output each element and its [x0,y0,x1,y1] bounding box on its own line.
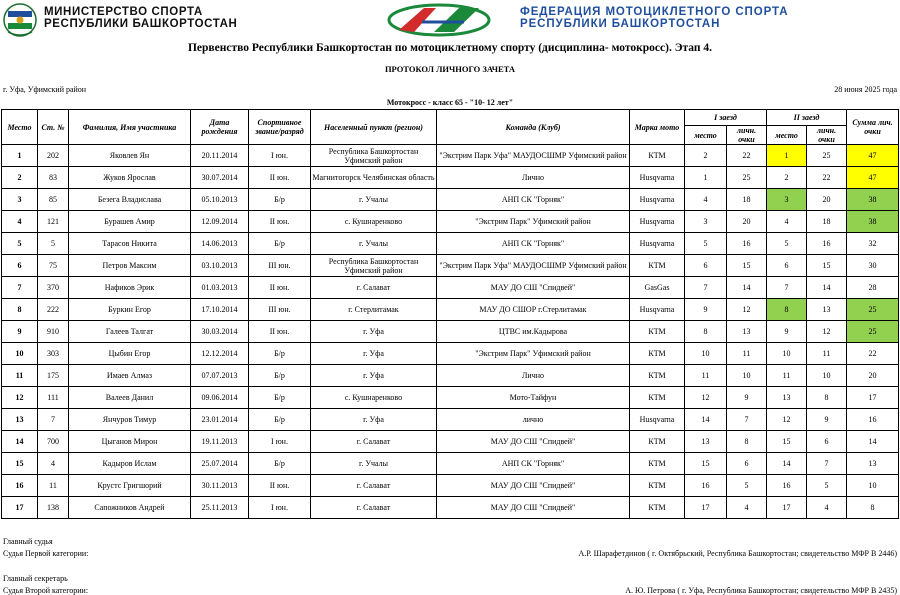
federation-line-2: РЕСПУБЛИКИ БАШКОРТОСТАН [520,18,721,30]
cell-race-2-points: 9 [807,409,847,431]
cell-city: г. Уфа [311,321,437,343]
cell-place: 17 [2,497,38,519]
cell-team: Лично [437,167,630,189]
cell-start-number: 121 [38,211,69,233]
table-row [2,431,899,453]
cell-race-1-points: 13 [727,321,767,343]
cell-race-2-place: 10 [767,343,807,365]
cell-moto: КТМ [630,365,685,387]
cell-place: 16 [2,475,38,497]
cell-birth-date: 05.10.2013 [191,189,249,211]
ministry-line-1: МИНИСТЕРСТВО СПОРТА [44,6,203,18]
cell-race-2-points: 14 [807,277,847,299]
cell-race-2-place: 14 [767,453,807,475]
col-place: Место [2,110,38,145]
cell-place: 7 [2,277,38,299]
cell-race-2-place: 3 [767,189,807,211]
cell-race-1-points: 9 [727,387,767,409]
col-race-1: I заезд [685,110,767,126]
cell-rank: III юн. [249,255,311,277]
cell-race-2-place: 7 [767,277,807,299]
cell-race-1-points: 20 [727,211,767,233]
col-rank: Спортивное звание/разряд [249,110,311,145]
cell-start-number: 910 [38,321,69,343]
cell-start-number: 700 [38,431,69,453]
cell-moto: КТМ [630,343,685,365]
cell-city: г. Уфа [311,409,437,431]
cell-rank: Б/р [249,453,311,475]
cell-place: 15 [2,453,38,475]
cell-race-2-points: 7 [807,453,847,475]
cell-moto: КТМ [630,145,685,167]
cell-city: г. Уфа [311,365,437,387]
cell-race-2-points: 6 [807,431,847,453]
cell-total: 20 [847,365,899,387]
cell-moto: КТМ [630,475,685,497]
cell-total: 28 [847,277,899,299]
cell-city: г. Уфа [311,343,437,365]
cell-race-2-points: 12 [807,321,847,343]
cell-rank: Б/р [249,387,311,409]
cell-team: "Экстрим Парк Уфа" МАУДОСШМР Уфимский район [437,145,630,167]
cell-place: 6 [2,255,38,277]
results-table [1,109,899,519]
cell-total: 32 [847,233,899,255]
table-row [2,167,899,189]
cell-team: Мото-Тайфун [437,387,630,409]
federation-name [520,6,788,30]
cell-name: Сапожников Андрей [69,497,191,519]
cell-start-number: 138 [38,497,69,519]
table-row [2,343,899,365]
cell-city: Магнитогорск Челябинская область [311,167,437,189]
cell-place: 5 [2,233,38,255]
cell-city: Республика Башкортостан Уфимский район [311,255,437,277]
cell-team: МАУ ДО СШ "Спидвей" [437,497,630,519]
col-total: Сумма лич. очки [847,110,899,145]
col-birth-date: Дата рождения [191,110,249,145]
cell-name: Жуков Ярослав [69,167,191,189]
judge-category: Судья Первой категории: [3,549,89,558]
cell-rank: II юн. [249,211,311,233]
col-name: Фамилия, Имя участника [69,110,191,145]
cell-start-number: 175 [38,365,69,387]
cell-race-1-place: 15 [685,453,727,475]
cell-race-2-place: 9 [767,321,807,343]
cell-birth-date: 17.10.2014 [191,299,249,321]
col-race-2: II заезд [767,110,847,126]
cell-race-1-place: 6 [685,255,727,277]
cell-name: Имаев Алмаз [69,365,191,387]
cell-name: Яковлев Ян [69,145,191,167]
cell-total: 8 [847,497,899,519]
cell-team: "Экстрим Парк" Уфимский район [437,211,630,233]
col-city: Населенный пункт (регион) [311,110,437,145]
cell-race-1-place: 5 [685,233,727,255]
cell-team: АНП СК "Горняк" [437,189,630,211]
cell-race-1-place: 4 [685,189,727,211]
cell-birth-date: 01.03.2013 [191,277,249,299]
cell-place: 1 [2,145,38,167]
cell-race-2-place: 6 [767,255,807,277]
cell-race-2-points: 11 [807,343,847,365]
cell-start-number: 83 [38,167,69,189]
table-row [2,387,899,409]
cell-name: Бурашев Амир [69,211,191,233]
cell-city: г. Учалы [311,189,437,211]
cell-place: 3 [2,189,38,211]
cell-rank: Б/р [249,343,311,365]
event-date: 28 июня 2025 года [834,85,897,94]
cell-race-1-place: 2 [685,145,727,167]
cell-start-number: 202 [38,145,69,167]
cell-place: 9 [2,321,38,343]
cell-moto: КТМ [630,497,685,519]
cell-rank: I юн. [249,431,311,453]
cell-place: 10 [2,343,38,365]
cell-city: с. Кушнаренково [311,211,437,233]
cell-team: АНП СК "Горняк" [437,233,630,255]
cell-birth-date: 14.06.2013 [191,233,249,255]
col-race-1-points: личн. очки [727,126,767,145]
cell-birth-date: 30.07.2014 [191,167,249,189]
cell-race-1-points: 25 [727,167,767,189]
table-row [2,409,899,431]
cell-race-1-points: 22 [727,145,767,167]
cell-rank: II юн. [249,321,311,343]
cell-moto: КТМ [630,321,685,343]
cell-race-2-place: 5 [767,233,807,255]
cell-race-1-place: 7 [685,277,727,299]
cell-name: Янчуров Тимур [69,409,191,431]
cell-city: г. Стерлитамак [311,299,437,321]
cell-race-1-place: 3 [685,211,727,233]
cell-name: Нафиков Эрик [69,277,191,299]
cell-race-1-points: 11 [727,343,767,365]
class-title: Мотокросс - класс 65 - "10- 12 лет" [386,98,514,107]
cell-race-1-place: 13 [685,431,727,453]
cell-race-2-place: 16 [767,475,807,497]
cell-race-1-points: 6 [727,453,767,475]
cell-race-2-points: 4 [807,497,847,519]
cell-race-2-points: 18 [807,211,847,233]
cell-city: г. Салават [311,497,437,519]
cell-birth-date: 19.11.2013 [191,431,249,453]
cell-total: 38 [847,211,899,233]
page-header [0,0,900,38]
col-race-2-points: личн. очки [807,126,847,145]
cell-start-number: 222 [38,299,69,321]
ministry-name [44,6,237,30]
cell-name: Валеев Данил [69,387,191,409]
cell-birth-date: 25.11.2013 [191,497,249,519]
cell-race-2-place: 12 [767,409,807,431]
cell-start-number: 5 [38,233,69,255]
cell-team: МАУ ДО СШ "Спидвей" [437,431,630,453]
cell-rank: III юн. [249,299,311,321]
cell-team: "Экстрим Парк Уфа" МАУДОСШМР Уфимский район [437,255,630,277]
cell-moto: Husqvarna [630,211,685,233]
cell-team: ЦТВС им.Кадырова [437,321,630,343]
cell-race-2-place: 13 [767,387,807,409]
document-title: Первенство Республики Башкортостан по мотоциклетному спорту (дисциплина- мотокросс). Этап 4. [187,42,713,54]
cell-race-2-points: 15 [807,255,847,277]
cell-race-2-points: 13 [807,299,847,321]
motorsport-federation-logo-icon [384,2,494,38]
cell-place: 4 [2,211,38,233]
cell-moto: GasGas [630,277,685,299]
table-row [2,475,899,497]
cell-team: МАУ ДО СШОР г.Стерлитамак [437,299,630,321]
federation-line-1: ФЕДЕРАЦИЯ МОТОЦИКЛЕТНОГО СПОРТА [520,6,789,18]
cell-start-number: 85 [38,189,69,211]
cell-rank: I юн. [249,497,311,519]
cell-race-1-place: 17 [685,497,727,519]
table-row [2,189,899,211]
cell-total: 22 [847,343,899,365]
cell-race-2-points: 10 [807,365,847,387]
cell-start-number: 4 [38,453,69,475]
cell-total: 17 [847,387,899,409]
cell-start-number: 7 [38,409,69,431]
cell-city: г. Салават [311,277,437,299]
col-race-2-place: место [767,126,807,145]
cell-start-number: 75 [38,255,69,277]
cell-birth-date: 09.06.2014 [191,387,249,409]
cell-city: с. Кушнаренково [311,387,437,409]
cell-total: 16 [847,409,899,431]
cell-name: Тарасов Никита [69,233,191,255]
cell-city: г. Учалы [311,233,437,255]
cell-rank: Б/р [249,189,311,211]
cell-city: г. Салават [311,431,437,453]
cell-race-1-points: 12 [727,299,767,321]
col-team: Команда (Клуб) [437,110,630,145]
cell-moto: Husqvarna [630,167,685,189]
cell-race-2-points: 16 [807,233,847,255]
cell-race-1-place: 8 [685,321,727,343]
cell-rank: II юн. [249,167,311,189]
cell-rank: II юн. [249,475,311,497]
cell-race-2-place: 8 [767,299,807,321]
cell-race-1-place: 14 [685,409,727,431]
cell-moto: КТМ [630,453,685,475]
cell-place: 13 [2,409,38,431]
cell-team: Лично [437,365,630,387]
cell-race-1-place: 9 [685,299,727,321]
cell-rank: Б/р [249,409,311,431]
cell-total: 47 [847,167,899,189]
cell-rank: Б/р [249,365,311,387]
cell-total: 30 [847,255,899,277]
cell-team: "Экстрим Парк" Уфимский район [437,343,630,365]
cell-birth-date: 12.12.2014 [191,343,249,365]
cell-birth-date: 25.07.2014 [191,453,249,475]
col-race-1-place: место [685,126,727,145]
cell-team: АНП СК "Горняк" [437,453,630,475]
cell-moto: Husqvarna [630,299,685,321]
table-row [2,365,899,387]
table-row [2,299,899,321]
cell-rank: Б/р [249,233,311,255]
judge-label: Главный судья [3,537,53,546]
results-body [2,145,899,519]
cell-birth-date: 07.07.2013 [191,365,249,387]
cell-rank: II юн. [249,277,311,299]
cell-race-2-points: 22 [807,167,847,189]
ministry-line-2: РЕСПУБЛИКИ БАШКОРТОСТАН [44,18,238,30]
cell-place: 11 [2,365,38,387]
cell-race-1-points: 4 [727,497,767,519]
table-row [2,321,899,343]
cell-place: 14 [2,431,38,453]
table-row [2,255,899,277]
cell-race-1-points: 15 [727,255,767,277]
cell-race-1-place: 12 [685,387,727,409]
table-row [2,277,899,299]
cell-total: 25 [847,299,899,321]
secretary-category: Судья Второй категории: [3,586,89,595]
bashkortostan-emblem-icon [2,2,38,38]
cell-team: МАУ ДО СШ "Спидвей" [437,277,630,299]
cell-total: 14 [847,431,899,453]
cell-race-2-points: 8 [807,387,847,409]
cell-name: Цыбин Егор [69,343,191,365]
cell-race-1-points: 14 [727,277,767,299]
cell-race-1-points: 5 [727,475,767,497]
cell-city: г. Учалы [311,453,437,475]
cell-start-number: 11 [38,475,69,497]
cell-moto: Husqvarna [630,189,685,211]
cell-total: 38 [847,189,899,211]
cell-race-2-place: 2 [767,167,807,189]
cell-race-2-points: 20 [807,189,847,211]
table-row [2,211,899,233]
cell-name: Крустс Григшорий [69,475,191,497]
table-row [2,233,899,255]
cell-race-2-place: 4 [767,211,807,233]
cell-moto: КТМ [630,431,685,453]
cell-name: Галеев Талгат [69,321,191,343]
cell-race-2-place: 17 [767,497,807,519]
cell-birth-date: 23.01.2014 [191,409,249,431]
cell-start-number: 370 [38,277,69,299]
cell-moto: КТМ [630,387,685,409]
cell-place: 2 [2,167,38,189]
document-subtitle: ПРОТОКОЛ ЛИЧНОГО ЗАЧЕТА [384,64,516,74]
cell-name: Цыганов Мирон [69,431,191,453]
cell-birth-date: 03.10.2013 [191,255,249,277]
cell-race-1-points: 16 [727,233,767,255]
cell-race-2-points: 25 [807,145,847,167]
cell-city: г. Салават [311,475,437,497]
col-moto: Марка мото [630,110,685,145]
cell-total: 25 [847,321,899,343]
cell-birth-date: 30.11.2013 [191,475,249,497]
judge-name: А.Р. Шарафетдинов ( г. Октябрьский, Республика Башкортостан; свидетельство МФР В 2446) [578,549,897,558]
cell-name: Кадыров Ислам [69,453,191,475]
cell-race-2-place: 15 [767,431,807,453]
cell-place: 8 [2,299,38,321]
cell-team: МАУ ДО СШ "Спидвей" [437,475,630,497]
cell-place: 12 [2,387,38,409]
cell-moto: Husqvarna [630,409,685,431]
table-row [2,497,899,519]
cell-rank: I юн. [249,145,311,167]
table-row [2,145,899,167]
cell-moto: Husqvarna [630,233,685,255]
cell-moto: КТМ [630,255,685,277]
cell-team: лично [437,409,630,431]
event-place: г. Уфа, Уфимский район [3,85,87,94]
secretary-name: А. Ю. Петрова ( г. Уфа, Республика Башкортостан; свидетельство МФР В 2435) [625,586,897,595]
cell-name: Безега Владислава [69,189,191,211]
cell-birth-date: 30.03.2014 [191,321,249,343]
col-start-number: Ст. № [38,110,69,145]
cell-race-1-place: 16 [685,475,727,497]
table-row [2,453,899,475]
cell-name: Буркин Егор [69,299,191,321]
cell-city: Республика Башкортостан Уфимский район [311,145,437,167]
cell-race-2-points: 5 [807,475,847,497]
cell-name: Петров Максим [69,255,191,277]
cell-total: 47 [847,145,899,167]
cell-race-1-points: 18 [727,189,767,211]
cell-race-1-place: 1 [685,167,727,189]
secretary-label: Главный секретарь [3,574,68,583]
cell-race-1-points: 7 [727,409,767,431]
cell-race-2-place: 11 [767,365,807,387]
cell-total: 10 [847,475,899,497]
cell-race-1-points: 10 [727,365,767,387]
cell-birth-date: 20.11.2014 [191,145,249,167]
cell-race-1-place: 11 [685,365,727,387]
cell-start-number: 303 [38,343,69,365]
cell-total: 13 [847,453,899,475]
cell-race-2-place: 1 [767,145,807,167]
cell-race-1-place: 10 [685,343,727,365]
cell-start-number: 111 [38,387,69,409]
cell-race-1-points: 8 [727,431,767,453]
cell-birth-date: 12.09.2014 [191,211,249,233]
